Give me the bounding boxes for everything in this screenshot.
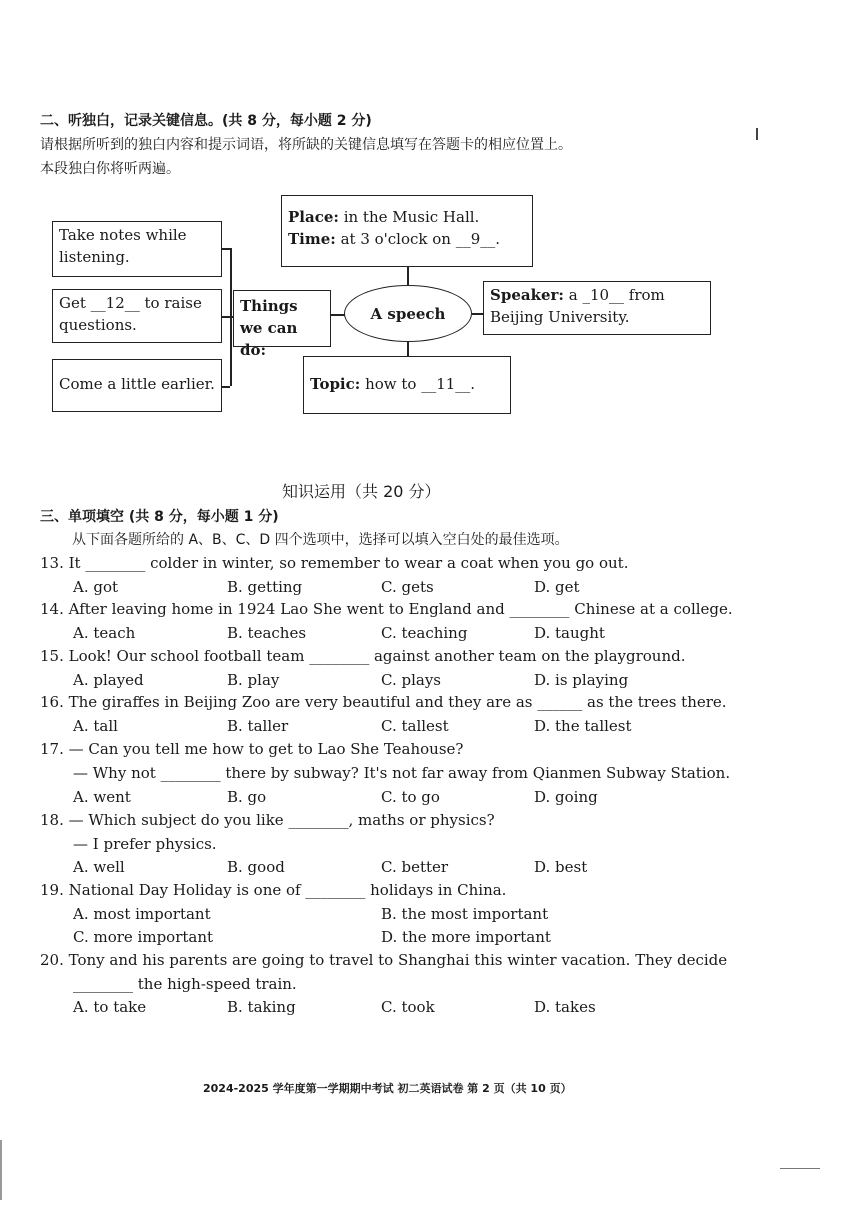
speech-oval (344, 285, 472, 342)
q16-option-d: D. the tallest (534, 717, 632, 735)
q20-option-d: D. takes (534, 998, 596, 1016)
question-20-stem: 20. Tony and his parents are going to travel to Shanghai this winter vacation. They decide (40, 951, 728, 969)
time-label: Time: (288, 230, 336, 248)
speaker-value: a _10__ from Beijing University. (490, 286, 665, 326)
section2-instruction: 请根据所听到的独白内容和提示词语，将所缺的关键信息填写在答题卡的相应位置上。 (40, 137, 572, 153)
q17-option-d: D. going (534, 788, 598, 806)
q20-option-b: B. taking (227, 998, 296, 1016)
question-14-stem: 14. After leaving home in 1924 Lao She went to England and ________ Chinese at a college. (40, 600, 733, 618)
speaker-box (483, 281, 711, 335)
question-18-stem: 18. — Which subject do you like ________, maths or physics? (40, 811, 495, 829)
q17-option-b: B. go (227, 788, 267, 806)
q14-option-d: D. taught (534, 624, 605, 642)
section2-title: 二、听独白，记录关键信息。(共 8 分，每小题 2 分) (40, 113, 372, 129)
q14-option-a: A. teach (73, 624, 136, 642)
question-16-stem: 16. The giraffes in Beijing Zoo are very beautiful and they are as ______ as the trees there. (40, 693, 727, 711)
q18-option-d: D. best (534, 858, 588, 876)
take-notes-box (52, 221, 222, 277)
knowledge-heading: 知识运用（共 20 分） (282, 482, 441, 501)
q20-option-c: C. took (381, 998, 435, 1016)
q19-option-c: C. more important (73, 928, 214, 946)
come-earlier-box (52, 359, 222, 412)
things-we-text: Things we can do: (240, 297, 298, 359)
topic-value: how to __11__. (360, 375, 476, 393)
question-17-stem: 17. — Can you tell me how to get to Lao She Teahouse? (40, 740, 464, 758)
section3-title: 三、单项填空 (共 8 分，每小题 1 分) (40, 509, 279, 525)
q15-option-c: C. plays (381, 671, 441, 689)
question-15-stem: 15. Look! Our school football team ________ against another team on the playground. (40, 647, 686, 665)
topic-label: Topic: (310, 375, 361, 393)
q15-option-b: B. play (227, 671, 280, 689)
connector (331, 314, 345, 316)
q18-option-b: B. good (227, 858, 285, 876)
q19-option-a: A. most important (73, 905, 211, 923)
take-notes-text: Take notes while listening. (59, 226, 187, 266)
place-label: Place: (288, 208, 339, 226)
speech-text: A speech (370, 304, 446, 323)
q14-option-c: C. teaching (381, 624, 468, 642)
q15-option-a: A. played (73, 671, 144, 689)
scan-mark (780, 1168, 820, 1169)
q13-option-b: B. getting (227, 578, 303, 596)
question-13-stem: 13. It ________ colder in winter, so remember to wear a coat when you go out. (40, 554, 629, 572)
q18-option-a: A. well (73, 858, 125, 876)
get-raise-box (52, 289, 222, 343)
speaker-label: Speaker: (490, 286, 564, 304)
section3-instruction: 从下面各题所给的 A、B、C、D 四个选项中，选择可以填入空白处的最佳选项。 (72, 532, 569, 548)
q17-option-a: A. went (73, 788, 131, 806)
get-raise-text: Get __12__ to raise questions. (59, 294, 202, 334)
things-we-can-do-box (233, 290, 331, 359)
place-time-box (281, 195, 533, 267)
q15-option-d: D. is playing (534, 671, 629, 689)
q18-option-c: C. better (381, 858, 449, 876)
question-19-stem: 19. National Day Holiday is one of ________ holidays in China. (40, 881, 507, 899)
page-footer: 2024-2025 学年度第一学期期中考试 初二英语试卷 第 2 页（共 10 页） (203, 1082, 572, 1095)
q17-option-c: C. to go (381, 788, 440, 806)
q13-option-d: D. get (534, 578, 580, 596)
come-earlier-text: Come a little earlier. (59, 375, 215, 393)
connector (222, 386, 230, 388)
q13-option-a: A. got (73, 578, 119, 596)
q19-option-d: D. the more important (381, 928, 551, 946)
question-18-stem-2: — I prefer physics. (73, 835, 217, 853)
q13-option-c: C. gets (381, 578, 434, 596)
scan-mark (756, 128, 758, 140)
topic-box (303, 356, 511, 414)
scan-edge (0, 1140, 2, 1200)
place-value: in the Music Hall. (338, 208, 480, 226)
connector (407, 267, 409, 285)
section2-instruction-2: 本段独白你将听两遍。 (40, 161, 180, 177)
q16-option-a: A. tall (73, 717, 118, 735)
q16-option-b: B. taller (227, 717, 289, 735)
time-value: at 3 o'clock on __9__. (335, 230, 501, 248)
q19-option-b: B. the most important (381, 905, 549, 923)
question-17-stem-2: — Why not ________ there by subway? It's not far away from Qianmen Subway Station. (73, 764, 731, 782)
q20-option-a: A. to take (73, 998, 147, 1016)
q16-option-c: C. tallest (381, 717, 449, 735)
connector (407, 342, 409, 356)
connector (222, 248, 230, 250)
question-20-stem-2: ________ the high-speed train. (73, 975, 297, 993)
q14-option-b: B. teaches (227, 624, 307, 642)
